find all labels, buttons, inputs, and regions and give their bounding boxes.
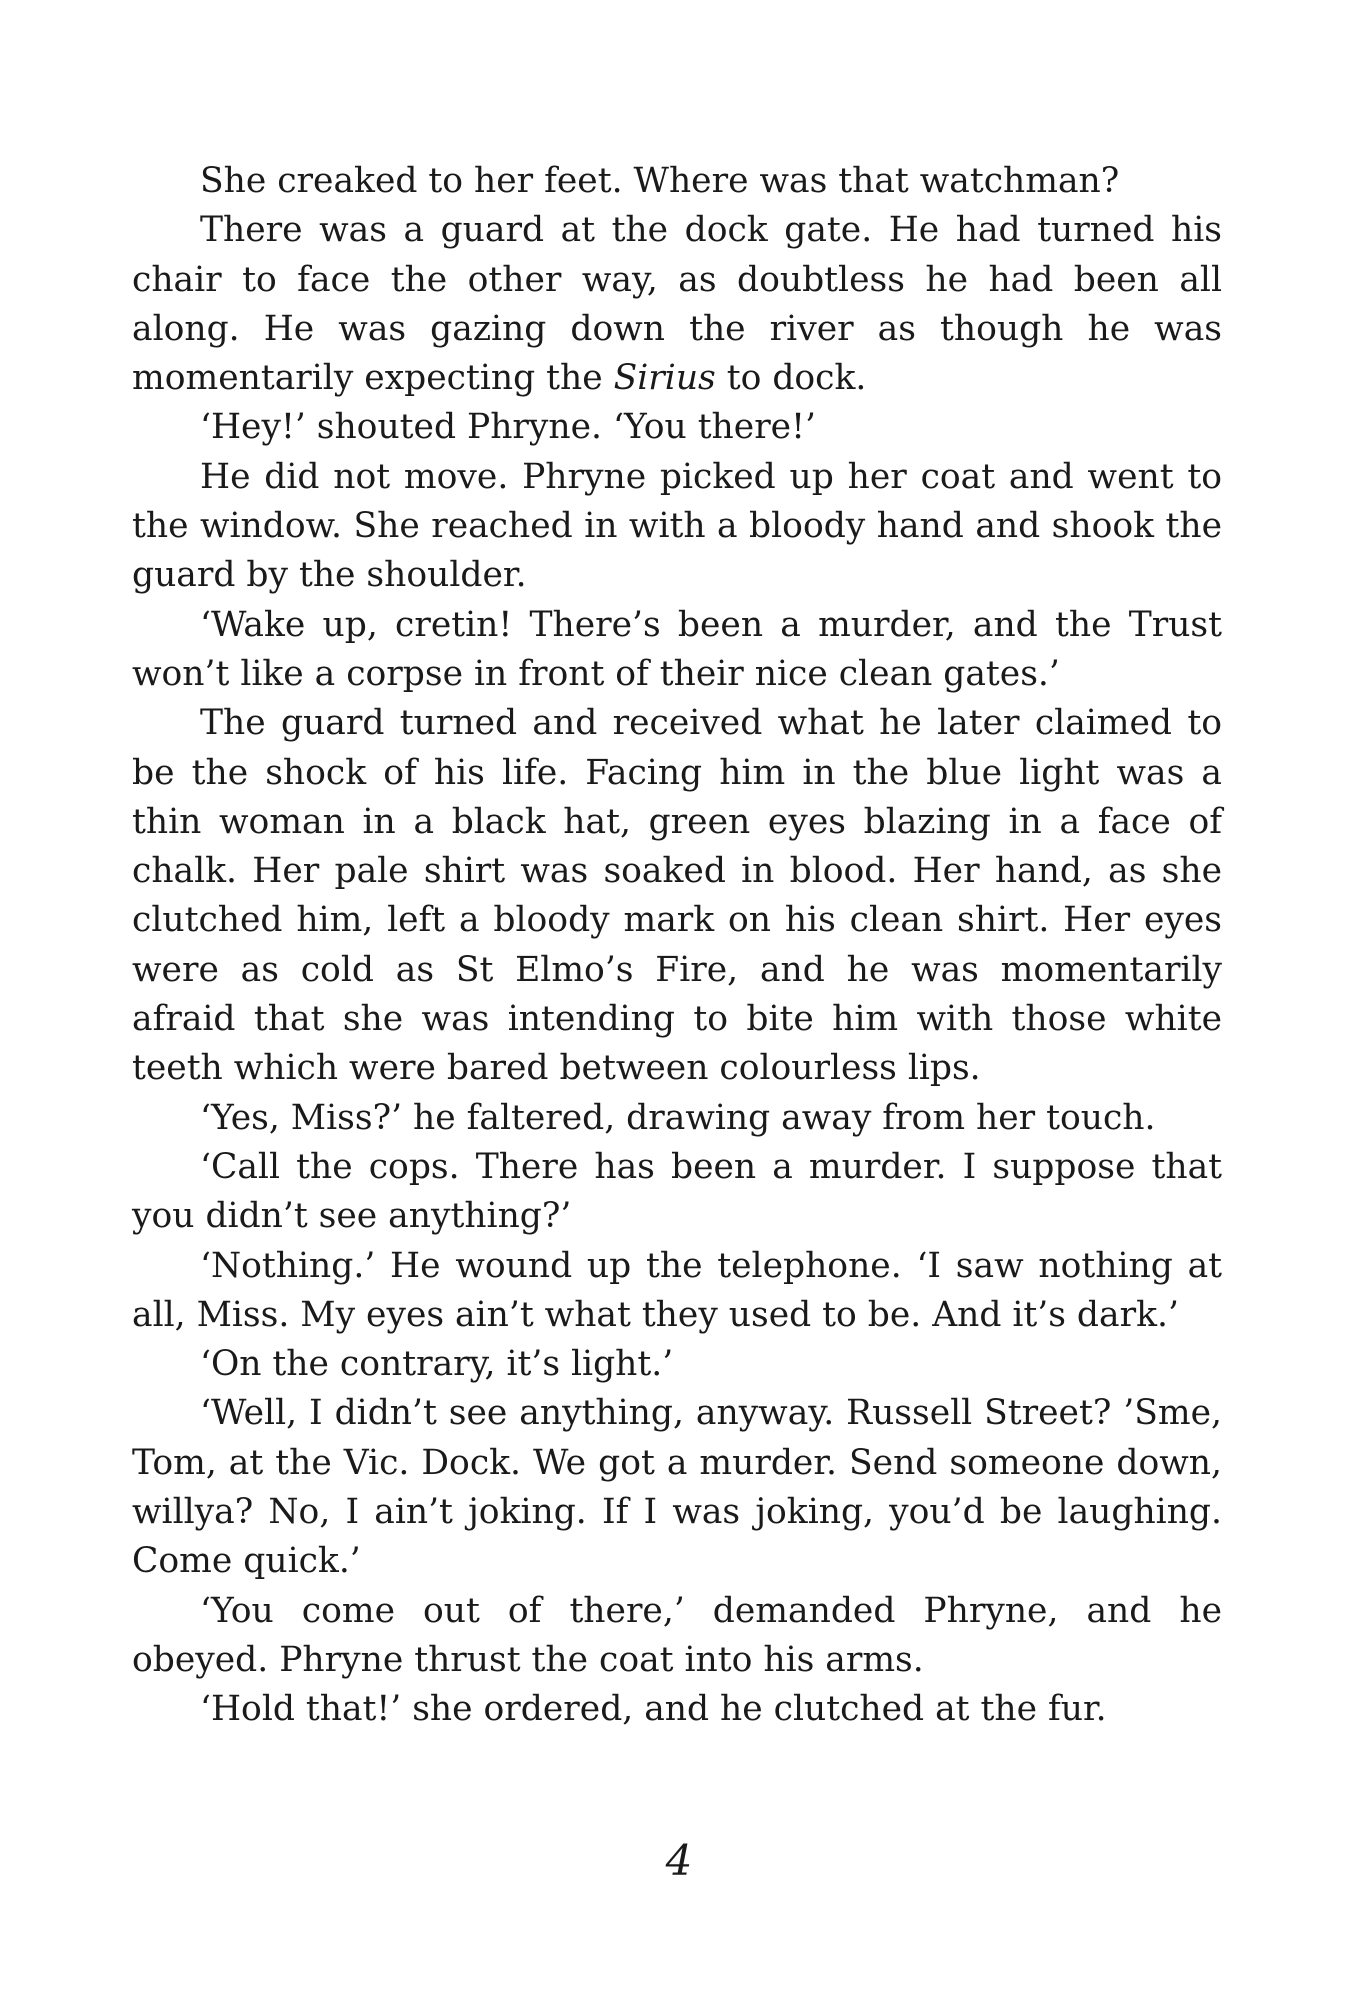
page-number: 4 [665,1836,693,1885]
paragraph: ‘Hold that!’ she ordered, and he clutched at the fur. [200,1689,1107,1730]
paragraph: ‘Nothing.’ He wound up the telephone. ‘I saw nothing at all, Miss. My eyes ain’t what they used to be. And it’s dark.’ [132,1245,1222,1335]
paragraph: ‘You come out of there,’ demanded Phryne, and he obeyed. Phryne thrust the coat into his arms. [132,1590,1222,1680]
paragraph [132,206,1222,403]
paragraph: ‘Well, I didn’t see anything, anyway. Russell Street? ’Sme, Tom, at the Vic. Dock. We got a murder. Send someone down, willya? No, I ain’t joking. If I was joking, you’d be laughing. Come quick.’ [132,1393,1222,1582]
paragraph-text-end: to dock. [715,358,867,399]
paragraph: ‘Wake up, cretin! There’s been a murder, and the Trust won’t like a corpse in front of their nice clean gates.’ [132,604,1222,694]
paragraph: ‘On the contrary, it’s light.’ [200,1344,674,1385]
paragraph: ‘Call the cops. There has been a murder. I suppose that you didn’t see anything?’ [132,1146,1222,1237]
paragraph: The guard turned and received what he later claimed to be the shock of his life. Facing him in the blue light was a thin woman in a black hat, green eyes blazing in a face of chalk. Her pale shirt was soaked in blood. Her hand, as she clutched him, left a bloody mark on his clean shirt. Her eyes were as cold as St Elmo’s Fire, and he was momentarily afraid that she was intending to bite him with those white teeth which were bared between colourless lips. [132,703,1222,1089]
paragraph-text: There was a guard at the dock gate. He had turned his chair to face the other way, as doubtless he had been all along. He was gazing down the river as though he was momentarily expecting the [132,210,1222,399]
paragraph: He did not move. Phryne picked up her coat and went to the window. She reached in with a bloody hand and shook the guard by the shoulder. [132,456,1222,596]
body-text [132,157,1222,1735]
paragraph: She creaked to her feet. Where was that watchman? [200,161,1120,201]
paragraph: ‘Yes, Miss?’ he faltered, drawing away from her touch. [200,1097,1156,1138]
paragraph: ‘Hey!’ shouted Phryne. ‘You there!’ [200,407,816,448]
ship-name: Sirius [613,358,716,399]
